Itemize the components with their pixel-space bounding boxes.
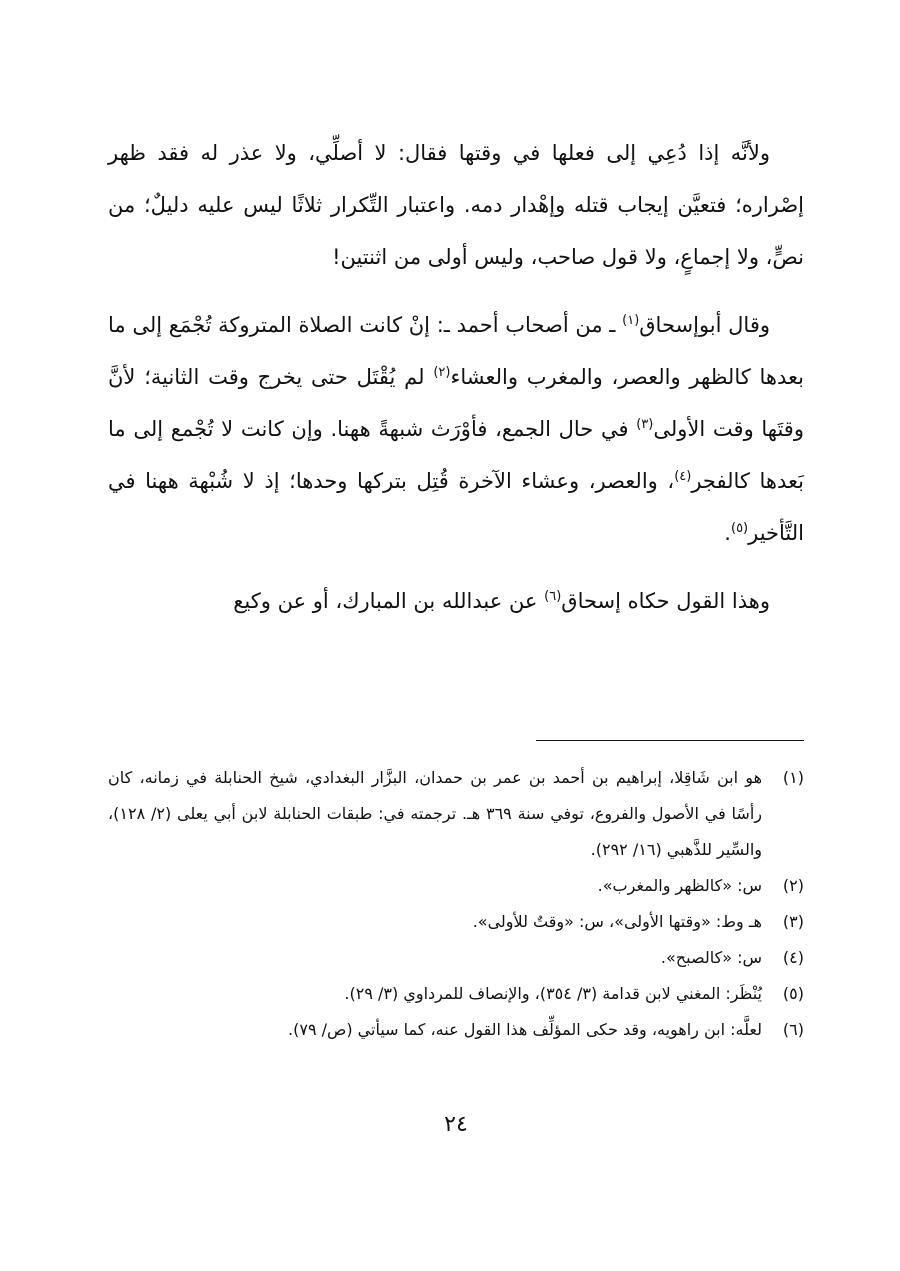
footnote-text: لعلَّه: ابن راهويه، وقد حكى المؤلِّف هذا القول عنه، كما سيأتي (ص/ ٧٩). [288,1020,762,1039]
footnote-1 [108,760,804,868]
paragraph-2-part-e: ، والعصر، وعشاء الآخرة قُتِل بتركها وحدها؛ إذ لا شُبْهة ههنا في التَّأخير [108,469,804,545]
footnote-ref-3[interactable]: (٣) [636,417,654,432]
paragraph-1: ولأنَّه إذا دُعِي إلى فعلها في وقتها فقال: لا أصلِّي، ولا عذر له فقد ظهر إصْراره؛ فتعيَّن إيجاب قتله وإهْدار دمه. واعتبار التِّكرار ثلاثًا ليس عليه دليلٌ؛ من نصٍّ، ولا إجماعٍ، ولا قول صاحب، وليس أولى من اثنتين! [108,141,804,269]
main-text [108,127,804,627]
book-page [108,0,804,1271]
paragraph-2-part-c: لم يُقْتَل حتى يخرج وقت الثانية؛ لأنَّ وقتَها وقت الأولى [108,365,804,441]
paragraph-2-part-a: وقال أبوإسحاق [639,313,770,337]
footnote-ref-2[interactable]: (٢) [433,365,451,380]
footnote-ref-6[interactable]: (٦) [544,589,562,604]
footnote-3 [108,904,804,940]
footnote-ref-5[interactable]: (٥) [730,521,749,536]
footnote-5 [108,976,804,1012]
paragraph-2 [108,299,804,559]
footnote-separator [536,740,804,741]
footnote-number: (٣) [782,912,804,931]
footnote-ref-4[interactable]: (٤) [674,469,692,484]
footnote-number: (٥) [782,984,804,1003]
footnote-2 [108,868,804,904]
footnote-text: هـ وط: «وقتها الأولى»، س: «وقتٌ للأولى». [472,912,762,931]
paragraph-3 [108,575,804,627]
footnote-text: س: «كالصبح». [660,948,762,967]
footnote-ref-1[interactable]: (١) [622,313,640,328]
footnote-text: س: «كالظهر والمغرب». [597,876,762,895]
paragraph-3-part-a: وهذا القول حكاه إسحاق [561,589,770,613]
footnotes [108,760,804,1048]
footnote-4 [108,940,804,976]
footnote-number: (٤) [782,948,804,967]
footnote-number: (١) [782,768,804,787]
paragraph-2-part-b: ـ من أصحاب أحمد ـ: إنْ كانت الصلاة المتروكة تُجْمَع إلى ما بعدها كالظهر والعصر، والمغرب والعشاء [108,313,804,389]
footnote-text: هو ابن شَاقِلا، إبراهيم بن أحمد بن عمر بن حمدان، البزَّار البغدادي، شيخ الحنابلة في زمانه، كان رأسًا في الأصول والفروع، توفي سنة ٣٦٩ هـ. ترجمته في: طبقات الحنابلة لابن أبي يعلى (٢/ ١٢٨)، والسِّير للذَّهبي (١٦/ ٢٩٢). [108,768,763,859]
page-number: ٢٤ [444,1112,468,1137]
footnote-number: (٦) [782,1020,804,1039]
footnote-text: يُنْظَر: المغني لابن قدامة (٣/ ٣٥٤)، والإنصاف للمرداوي (٣/ ٢٩). [344,984,762,1003]
footnote-6 [108,1012,804,1048]
paragraph-3-part-b: عن عبدالله بن المبارك، أو عن وكيع [233,589,545,613]
footnote-number: (٢) [782,876,804,895]
paragraph-2-part-d: في حال الجمع، فأوْرَث شبهةً ههنا. وإن كانت لا تُجْمع إلى ما بَعدها كالفجر [108,417,804,493]
paragraph-2-part-f: . [724,521,731,545]
